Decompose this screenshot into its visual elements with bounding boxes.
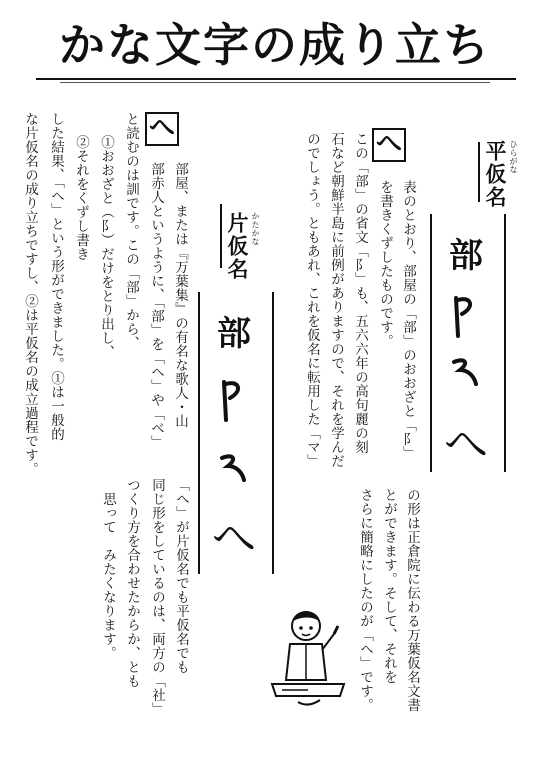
hiragana-label: 平仮名: [483, 140, 507, 209]
hiragana-col-6: の形は正倉院に伝わる万葉仮名文書: [404, 488, 420, 712]
title-underline-thin: [60, 82, 490, 83]
katakana-stage2-glyph-icon: [214, 448, 254, 488]
hiragana-evolution-result: へ: [444, 419, 488, 470]
hiragana-label-ruby: ひらがな: [509, 140, 518, 174]
katakana-evolution-source: 部: [217, 314, 251, 354]
hiragana-col-8: さらに簡略にしたのが「へ」です。: [357, 488, 373, 712]
hiragana-stage2-glyph-icon: [446, 352, 486, 392]
katakana-label-ruby: かたかな: [251, 212, 260, 246]
katakana-col-7: な片仮名の成り立ちですし、②は平仮名の成立過程です。: [22, 112, 38, 476]
hiragana-box-kana: へ: [372, 128, 406, 162]
katakana-label-rule: [220, 204, 222, 268]
katakana-col-6: した結果、「へ」という形ができました。①は一般的: [48, 112, 64, 442]
hiragana-col-2: を書きくずしたものです。: [377, 180, 393, 348]
hiragana-stage1-glyph-icon: [446, 292, 486, 342]
katakana-col-8: 「へ」が片仮名でも平仮名でも: [173, 478, 189, 674]
hiragana-col-5: のでしょう。ともあれ、これを仮名に転用した「マ」: [304, 132, 320, 468]
katakana-col-3: と読むのは訓です。この「部」から、: [123, 112, 139, 350]
katakana-col-4: ①おおざと（阝）だけをとり出し、: [98, 135, 114, 359]
katakana-box-kana: へ: [145, 112, 179, 146]
hiragana-evolution-source: 部: [449, 236, 483, 276]
katakana-stage1-glyph-icon: [214, 376, 254, 426]
title-underline: [36, 78, 516, 80]
hiragana-label-rule: [478, 142, 480, 202]
katakana-col-2: 部赤人というように、「部」を「へ」や「べ」: [148, 162, 164, 450]
page-title: かな文字の成り立ち: [59, 18, 491, 72]
katakana-col-9: 同じ形をしているのは、両方の「社」: [149, 478, 165, 716]
hiragana-col-4: 石など朝鮮半島に前例がありますので、それを学んだ: [328, 132, 344, 468]
katakana-label: 片仮名: [225, 212, 249, 281]
hiragana-col-1: 表のとおり、部屋の「部」のおおざと「阝」: [400, 180, 416, 460]
katakana-col-11: 思って みたくなります。: [100, 492, 116, 660]
katakana-evolution-result: へ: [212, 513, 256, 564]
katakana-col-5: ②それをくずし書き: [73, 135, 89, 261]
katakana-col-1: 部屋、または『万葉集』の有名な歌人・山: [172, 162, 188, 428]
scribe-figure-icon: [268, 604, 348, 714]
katakana-col-10: つくり方を合わせたからか、とも: [124, 478, 140, 688]
hiragana-col-7: とができます。そして、それを: [381, 488, 397, 684]
hiragana-col-3: この「部」の省文「阝」も、五六六年の高句麗の刻: [352, 132, 368, 454]
